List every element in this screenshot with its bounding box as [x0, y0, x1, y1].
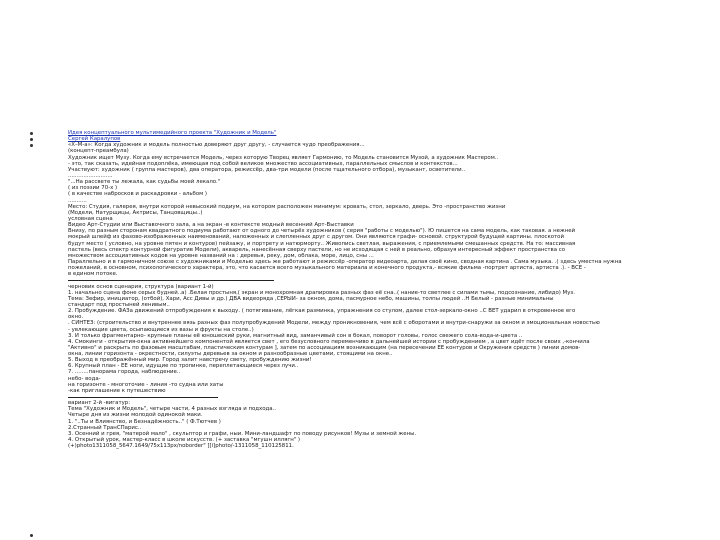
text-line: . СИНТЕЗ: (строительство и внутреннее вязь разных фаз полупробуждений Модели, между проникновения, чем всё с оборотами и внутри-снаружи за окном и эмоциональная новостью [68, 320, 600, 327]
text-line: мокрый шлейф из фазово-изображенных наименований, наложенных и слепленных друг с другом. Они являются графи- основой. структурой будущей картины. плоскотой [68, 234, 564, 241]
text-line: Параллельно и в гармоничном союзе с художниками и Моделью здесь же работают и режиссёр -оператор видеоарта, делая своё кино, сводная картина . Сама музыка. .( здесь уместна нужна [68, 258, 622, 265]
text-line: (+)photo1311058_5647.1649/75x113px/noborder" ][i]photo/-1311058_110125811. [68, 443, 294, 450]
text-line: (Модели, Натурщицы, Актрисы, Танцовщицы..) [68, 209, 203, 216]
text-line: 1. начально сцена фоне серых будней..а) .Белая простыня,( экран и монохромная драпировка разных фаз её сна..( нание-то светлее с силами тьмы, подсознание, либидо) Муз. [68, 289, 575, 296]
text-line: пожеланий, в основном, психологического характера, это, что касается всего музыкального материала и конечного продукта,- всякие фильма -портрет артиста, артиста .). - ВСЁ - [68, 265, 586, 272]
text-line: множеством ассоциативных кодов на уровне названий на : деревья, реку, дом, облака, море, лицо, сны ... [68, 252, 374, 259]
text-line: Художник ищет Музу. Когда ему встречается Модель, через которую Творец являет Гармонию, то Модель становится Музой, а художник Мастером.. [68, 154, 499, 161]
text-line: Место: Студия, галерея, внутри которой невысокий подиум, на котором расположен минимум: кровать, стол, зеркало, дверь. Это -пространство жизни [68, 203, 506, 210]
text-line: 1. "..Ты и Влиянство, и Безнадёжность.." ( Ф.Тютчев ) [68, 418, 221, 425]
text-line: 4. Смокинги - открытия-окна активнейшего компонентой является свет , его безусловного переменчиво в дальнейшей истории с пробуждением , а цвет идёт после своих ,-кончила [68, 338, 590, 345]
text-line: 2.Странный ТранСПарис.. [68, 424, 142, 431]
text-line: 4. Открытый урок, мастер-класс в школе искусств. (+ заставка "мгушн иллягн" ) [68, 437, 301, 444]
text-line: 3. Осенний и грея, "матерой мало" , скульптор и графи, ныи. Мини-ландшафт по поводу рисунков! Музы и земной жены. [68, 430, 417, 437]
text-line: будут место ( условно, на уровне пятен и контуров) пейзажу, и портрету и натюрморту.. Живопись светлая, выражения, с приемлемыми смешанных средств. На то: массивная [68, 240, 576, 247]
text-line: черновик основ сценария, структура (вариант 1-й) [68, 283, 214, 290]
text-line: ( в качестве набросков и раскадровки - альбом ) [68, 191, 208, 198]
text-line: 3. И только фрагментарно- крупные планы её юношеский руки, магнитный вид, заманчивый сон в бокал, поворот головы, голос свежего сола-вода-и-цвета .. [68, 332, 523, 339]
list-bullet [30, 144, 33, 147]
text-line: "Активно" и раскрыть по фазовым масштабам, пластическим контурам ], затем по ассоциациям возникающим (на пересечении ЕЁ контуров и Окружения средств ) линии домов- [68, 344, 581, 351]
text-line: окно. [68, 314, 84, 321]
text-line: на горизонте - многоточие - линия -то судна или хаты [68, 381, 224, 388]
text-line: 2. Пробуждение. ФАЗа движений отпробуждения к выходу. ( потягивание, лёгкая разминка, упражнения со стулом, далее стол-зеркало-окно ..С ВЕТ ударил в откровенное его [68, 308, 576, 315]
text-line: 5. Выход в преображённый мир. Город залит навстречу свету, пробуждению жизни! [68, 357, 312, 364]
text-line: Участвуют: художник ( группа мастеров), два оператора, режиссёр, два-три модели (после тщательного отбора), музыкант, осветители.. [68, 166, 466, 173]
text-line: окна, линии горизонта - окрестности, силуэты деревьев за окном и разнообразные цветами, стоящими на окне.. [68, 351, 393, 358]
text-line: Видео Арт-Студии или Выставочного зала, а на экран -в контексте модный весенний Арт-Выставки [68, 222, 354, 229]
text-line: -как приглашение к путешествию [68, 387, 166, 394]
list-bullet [30, 534, 33, 537]
text-line: Тема: Зефир, инициатор, (отбой), Хари, Асс Дивы и др.) ДВА видеоряда ,СЕРЫЙ- за окном, дома, пасмурное небо, машины, толпы людей ..Н Белый - разные минимальны [68, 295, 554, 302]
text-line: ( из поэзии 70-х ) [68, 185, 118, 192]
text-line: в едином потоке. [68, 271, 118, 278]
text-line: ........... [68, 197, 87, 204]
text-line: - это, так сказать, идейная подоплёка, имеющая под собой великое множество ассоциативных, параллельных смыслов и контекстов... [68, 160, 458, 167]
section-divider [68, 277, 692, 283]
text-line: вариант 2-й -вигатур: [68, 400, 131, 407]
list-bullet [30, 132, 33, 135]
text-line: пастель (весь спектр контурной фигуратив Модели), акварель, нанесённая сверху пастели, но не исходящая с ней в реально, образуя интересный эффект пространства со [68, 246, 565, 253]
text-line: .......................... [68, 172, 113, 179]
text-line: стандарт под простыней ленивым.. [68, 301, 170, 308]
text-line: "...На рассвете ты лежала, как судьбы моей лекало." [68, 179, 221, 186]
text-line: Внизу, по разным сторонам квадратного подиума работают от одного до четырёх художников ( серия "работы с моделью"). Ю пишется на сама модель, как таковая. а нежней [68, 228, 576, 235]
text-line: Четыре дня из жизни молодой одинокой маки. [68, 412, 203, 419]
text-line: небо- вода- [68, 375, 101, 382]
text-line: (концепт-преамбула) [68, 148, 129, 155]
epigraph-line: «Х–М-а»: Когда художник и модель полностью доверяют друг другу, - случается чудо преображения... [68, 142, 365, 149]
text-line: 7. ........панорама города, наблюдение.. [68, 369, 181, 376]
section-divider [68, 394, 692, 400]
list-bullet [30, 138, 33, 141]
project-title-link[interactable]: Идея концептуального мультимедийного проекта "Художник и Модель" [68, 130, 277, 136]
text-line: Тема "Художник и Модель", четыре части, 4 разных взгляда и подхода.. [68, 406, 276, 413]
text-line: 6. Крупный план - ЕЁ ноги, идущие по тропинке, переплетающиеся через лучи.. [68, 363, 299, 370]
text-line: условная сцена [68, 215, 113, 222]
author-link[interactable]: Сергей Каралупов [68, 136, 121, 143]
body-lines [68, 148, 692, 449]
document-body [68, 130, 692, 449]
text-line: - увлекающие цвета, осыпающиеся из вазы и фрукты на столе..) [68, 326, 254, 333]
